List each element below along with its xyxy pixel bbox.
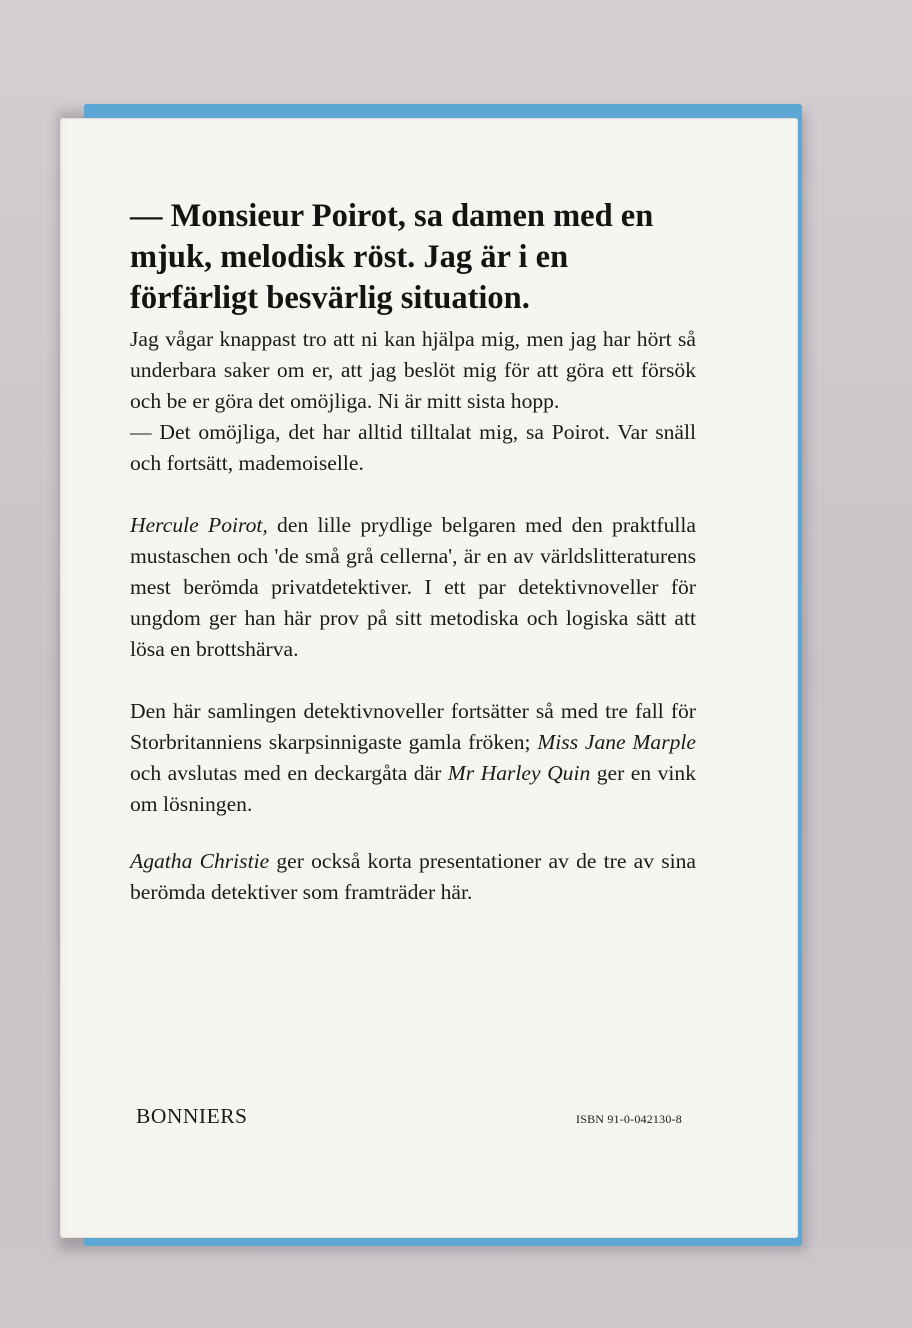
author-text: ger också korta presentationer av de tre av sina berömda detektiver som framträder här. (130, 849, 697, 904)
blurb-text-block (130, 196, 696, 908)
collection-text-3: ger en vink om lösningen. (130, 761, 697, 816)
headline-quote: — Monsieur Poirot, sa damen med en mjuk, melodisk röst. Jag är i en förfärligt besvärlig situation. (130, 198, 654, 316)
quote-paragraph-1: Jag vågar knappast tro att ni kan hjälpa mig, men jag har hört så underbara saker om er, att jag beslöt mig för att göra ett försök och be er göra det omöjliga. Ni är mitt sista hopp. (130, 327, 696, 413)
collection-text-1: Den här samlingen detektivnoveller fortsätter så med tre fall för Storbritanniens skarpsinnigaste gamla fröken; (130, 699, 696, 754)
collection-text-2: och avslutas med en deckargåta där (130, 761, 448, 785)
poirot-name: Hercule Poirot, (130, 513, 268, 537)
poirot-paragraph (130, 510, 696, 665)
poirot-text: den lille prydlige belgaren med den praktfulla mustaschen och 'de små grå cellerna', är en av världslitteraturens mest berömda privatdetektiver. I ett par detektivnoveller för ungdom ger han här prov på sitt metodiska och logiska sätt att lösa en brottshärva. (130, 513, 696, 661)
author-paragraph (130, 846, 696, 908)
isbn-number: ISBN 91-0-042130-8 (576, 1112, 682, 1126)
author-name: Agatha Christie (130, 849, 270, 873)
marple-name: Miss Jane Marple (537, 730, 696, 754)
quin-name: Mr Harley Quin (447, 761, 591, 785)
publisher-name: BONNIERS (136, 1104, 248, 1128)
collection-paragraph (130, 696, 696, 820)
quote-paragraph-2: — Det omöjliga, det har alltid tilltalat mig, sa Poirot. Var snäll och fortsätt, mademoiselle. (130, 420, 696, 475)
